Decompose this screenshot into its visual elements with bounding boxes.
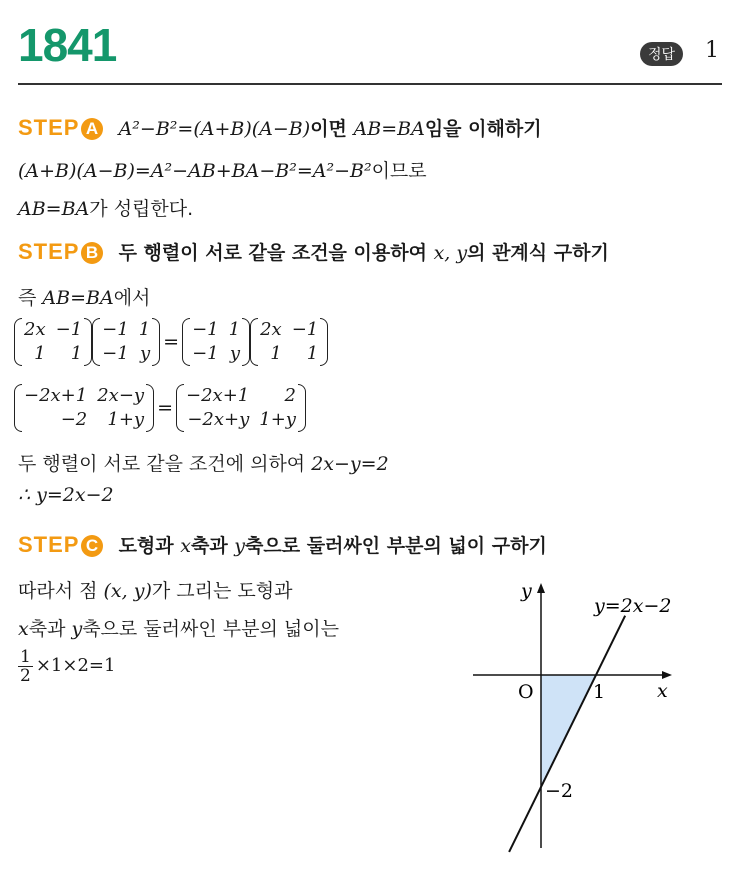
text: 따라서 점 — [18, 580, 104, 602]
text: 즉 — [18, 287, 43, 309]
origin-label: O — [518, 681, 534, 703]
matrix-entry: 1 — [70, 343, 83, 364]
y-axis-label: y — [521, 580, 532, 602]
line-y-2x-2 — [509, 616, 625, 852]
matrix-entry: −2 — [60, 409, 88, 430]
matrix-entry: −1 — [102, 343, 129, 364]
step-math: AB=BA — [353, 118, 425, 140]
text: 가 성립한다. — [89, 198, 194, 220]
text: 축으로 둘러싸인 부분의 넓이는 — [82, 618, 339, 640]
matrix-entry: −1 — [291, 319, 319, 340]
step-text: 두 행렬이 서로 같을 조건을 이용하여 — [118, 242, 434, 264]
step-text: 의 관계식 구하기 — [467, 242, 609, 264]
math: (x, y) — [103, 580, 152, 602]
math: ×1×2=1 — [35, 655, 116, 676]
math: AB=BA — [18, 198, 90, 220]
math: AB=BA — [42, 287, 114, 309]
step-text: 이면 — [310, 118, 354, 140]
step-text: 축과 — [190, 535, 235, 557]
matrix-entry: −2x+1 — [24, 385, 88, 406]
matrix-entry: −1 — [102, 319, 129, 340]
matrix-entry: 1+y — [259, 409, 296, 430]
step-text: 도형과 — [118, 535, 181, 557]
step-b-conclusion: ∴ y=2x−2 — [18, 484, 114, 506]
answer-badge: 정답 — [640, 42, 683, 66]
matrix-entry: 2x−y — [97, 385, 145, 406]
matrix-entry: 1 — [270, 343, 282, 364]
text: 축과 — [28, 618, 72, 640]
math: 2x−y=2 — [311, 453, 389, 475]
line-label: y=2x−2 — [594, 595, 672, 617]
matrix-entry: 1 — [306, 343, 319, 364]
text: 이므로 — [371, 160, 427, 182]
matrix-entry: −1 — [192, 319, 219, 340]
step-math: y — [234, 535, 246, 557]
matrix-entry: 1 — [228, 319, 241, 340]
matrix-entry: −1 — [55, 319, 83, 340]
step-math: A²−B²=(A+B)(A−B) — [118, 118, 311, 140]
math: (A+B)(A−B)=A²−AB+BA−B²=A²−B² — [18, 160, 372, 182]
equals-sign: = — [163, 331, 180, 353]
denominator: 2 — [20, 666, 31, 686]
matrix-entry: −2x+y — [187, 409, 250, 430]
step-math: x, y — [433, 242, 468, 264]
step-b-badge: B — [81, 242, 103, 264]
x-axis-label: x — [657, 680, 668, 702]
matrix-entry: y — [139, 343, 151, 364]
matrix-entry: 2x — [24, 319, 46, 340]
problem-number: 1841 — [18, 19, 117, 71]
equals-sign: = — [157, 397, 174, 419]
matrix-entry: −1 — [192, 343, 219, 364]
step-text: 축으로 둘러싸인 부분의 넓이 구하기 — [245, 535, 547, 557]
step-label: STEP — [18, 532, 80, 557]
y-axis-arrow-icon — [537, 583, 545, 593]
step-c-badge: C — [81, 535, 103, 557]
matrix-entry: 2 — [284, 385, 296, 406]
text: 두 행렬이 서로 같을 조건에 의하여 — [18, 453, 312, 475]
matrix-entry: 1 — [138, 319, 151, 340]
step-a-badge: A — [81, 118, 103, 140]
step-text: 임을 이해하기 — [424, 118, 542, 140]
matrix-entry: 1 — [34, 343, 46, 364]
text: 가 그리는 도형과 — [151, 580, 293, 602]
matrix-entry: y — [229, 343, 241, 364]
matrix-entry: 1+y — [107, 409, 145, 430]
math: x — [18, 618, 29, 640]
step-math: x — [180, 535, 191, 557]
matrix-entry: −2x+1 — [186, 385, 250, 406]
text: 에서 — [113, 287, 151, 309]
step-label: STEP — [18, 115, 80, 140]
x-intercept-label: 1 — [593, 681, 606, 703]
x-axis-arrow-icon — [662, 671, 672, 679]
answer-value: 1 — [705, 38, 719, 63]
matrix-entry: 2x — [260, 319, 282, 340]
y-intercept-label: −2 — [545, 780, 574, 802]
step-label: STEP — [18, 239, 80, 264]
math: y — [71, 618, 83, 640]
numerator: 1 — [20, 647, 31, 667]
